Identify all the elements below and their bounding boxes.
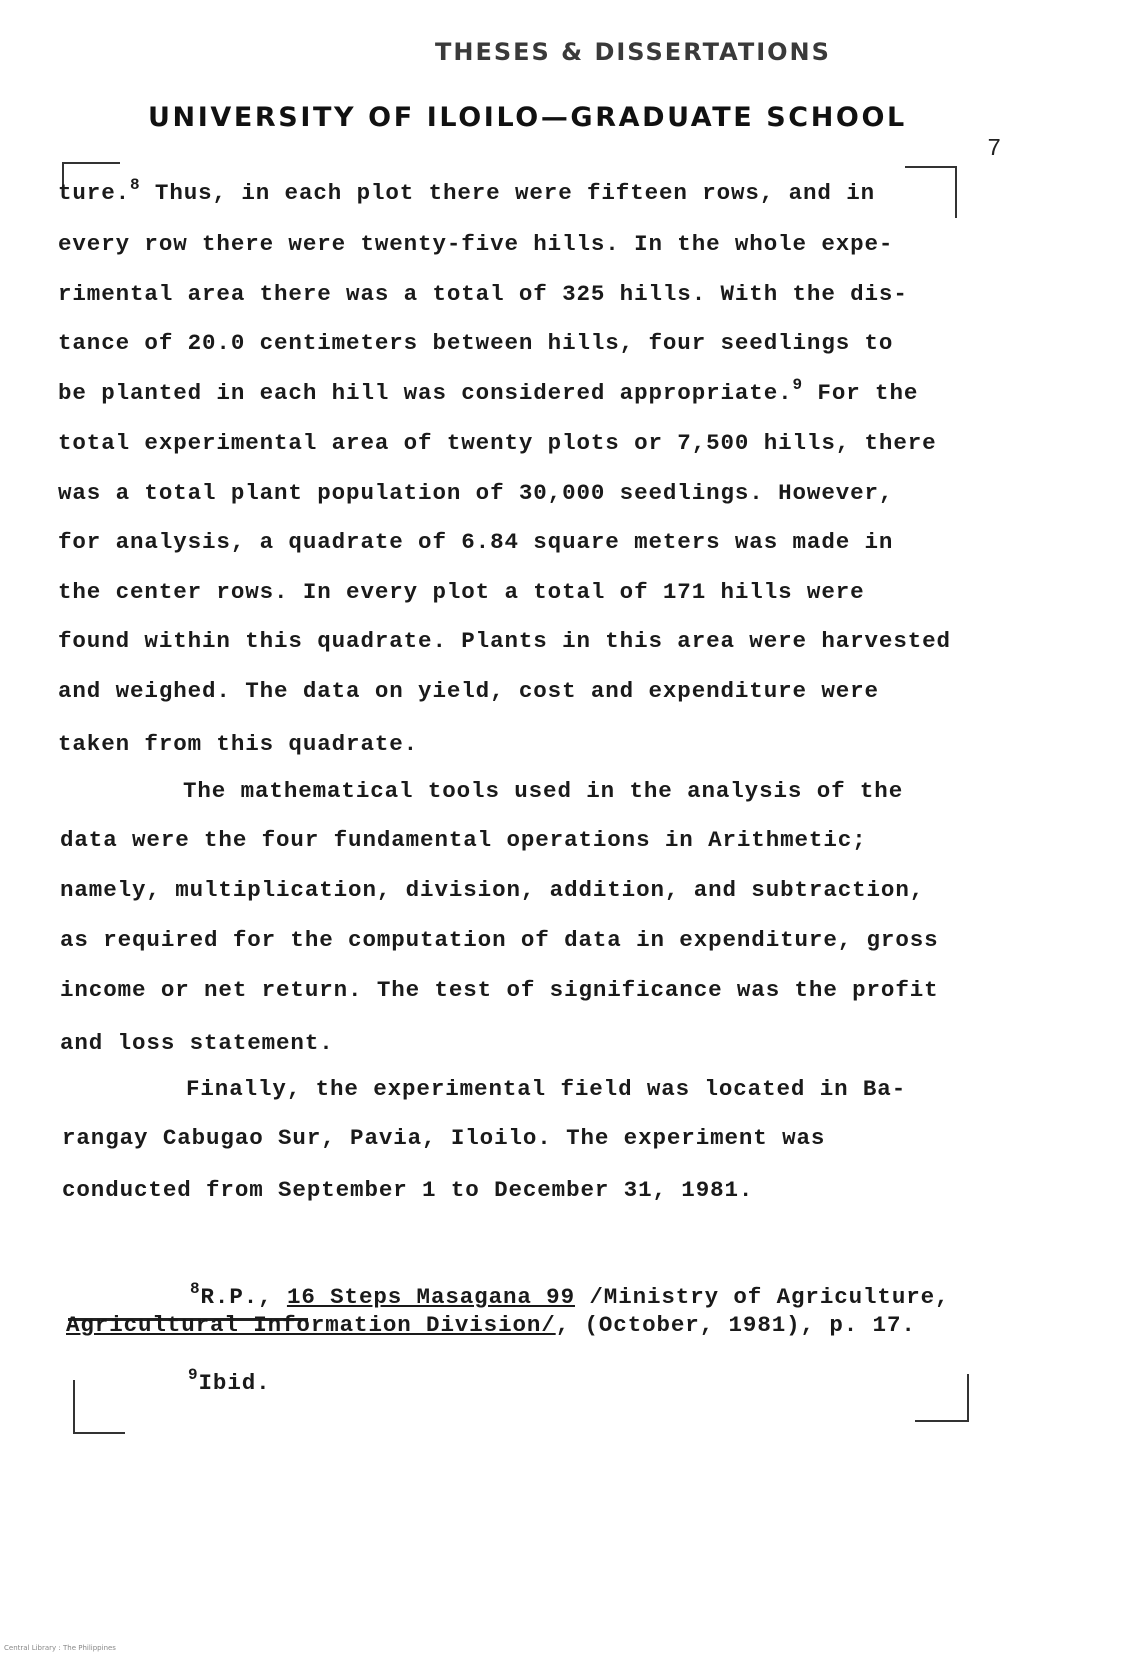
body-line: Finally, the experimental field was located in Ba-	[186, 1076, 907, 1102]
body-line: the center rows. In every plot a total of 171 hills were	[58, 579, 865, 605]
body-line: total experimental area of twenty plots or 7,500 hills, there	[58, 430, 937, 456]
corner-bracket-top-right	[905, 166, 957, 218]
footnote-number: 8	[190, 1280, 201, 1298]
footnote-publisher: Agricultural Information Division/	[66, 1312, 556, 1338]
footnote-author: R.P.,	[200, 1284, 273, 1310]
footnote-title: 16 Steps Masagana 99	[286, 1284, 575, 1310]
body-line: was a total plant population of 30,000 seedlings. However,	[58, 480, 894, 506]
body-line: income or net return. The test of significance was the profit	[60, 977, 939, 1003]
body-line: conducted from September 1 to December 31, 1981.	[62, 1177, 754, 1203]
footnote-ref-8: 8	[130, 176, 141, 194]
body-line: rangay Cabugao Sur, Pavia, Iloilo. The experiment was	[62, 1125, 826, 1151]
body-line: and weighed. The data on yield, cost and expenditure were	[58, 678, 879, 704]
footnote-text: Ibid.	[198, 1370, 271, 1396]
body-line: every row there were twenty-five hills. In the whole expe-	[58, 231, 894, 257]
body-line: rimental area there was a total of 325 hills. With the dis-	[58, 281, 908, 307]
theses-stamp: THESES & DISSERTATIONS	[435, 38, 831, 66]
footnote-8-line-2	[66, 1312, 916, 1338]
body-line: tance of 20.0 centimeters between hills, four seedlings to	[58, 330, 894, 356]
footnote-8	[190, 1280, 950, 1310]
body-line: taken from this quadrate.	[58, 731, 419, 757]
body-line: as required for the computation of data in expenditure, gross	[60, 927, 939, 953]
line-text: Thus, in each plot there were fifteen rows, and in	[140, 180, 876, 206]
footnote-9	[188, 1366, 271, 1396]
body-line: found within this quadrate. Plants in this area were harvested	[58, 628, 951, 654]
footnote-text: /Ministry of Agriculture,	[574, 1284, 950, 1310]
line-text: be planted in each hill was considered appropriate.	[58, 380, 793, 406]
page-number: 7	[987, 136, 1002, 163]
scan-footer: Central Library : The Philippines	[4, 1644, 116, 1652]
corner-bracket-bottom-right	[915, 1374, 969, 1422]
footnote-text: , (October, 1981), p. 17.	[555, 1312, 916, 1338]
line-text: For the	[803, 380, 919, 406]
page-header: UNIVERSITY OF ILOILO—GRADUATE SCHOOL	[148, 102, 907, 133]
body-line: and loss statement.	[60, 1030, 334, 1056]
footnote-number: 9	[188, 1366, 199, 1384]
body-line: namely, multiplication, division, addition, and subtraction,	[60, 877, 925, 903]
corner-bracket-bottom-left	[73, 1380, 125, 1434]
line-text: ture.	[58, 180, 131, 206]
body-line: data were the four fundamental operations in Arithmetic;	[60, 827, 867, 853]
footnote-ref-9: 9	[792, 376, 804, 394]
body-line: The mathematical tools used in the analysis of the	[183, 778, 904, 804]
body-line-5	[58, 376, 919, 406]
body-line: for analysis, a quadrate of 6.84 square meters was made in	[58, 529, 894, 555]
body-line-1	[58, 176, 876, 206]
